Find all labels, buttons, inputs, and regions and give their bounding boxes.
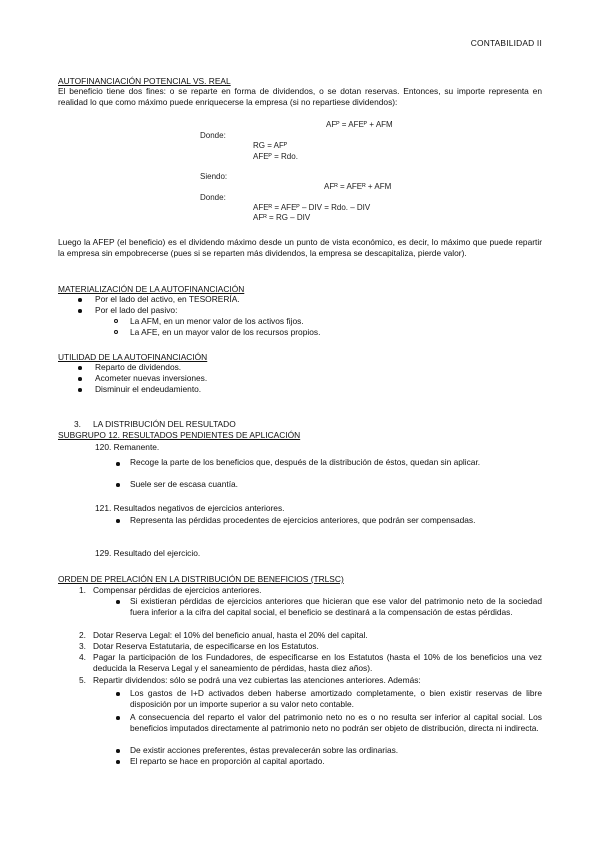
document-header: CONTABILIDAD II [470,38,542,48]
list-number: 1. [79,585,86,595]
bullet-icon [78,366,82,370]
section-title-utilidad: UTILIDAD DE LA AUTOFINANCIACIÓN [58,352,208,362]
paragraph-afep-conclusion: Luego la AFEP (el beneficio) es el dividendo máximo desde un punto de vista económico, es decir, lo máximo que puede repartir la empresa sin empobrecerse (pues si se reparten más dividendos, la empresa se descapitaliza, pierde valor). [58,237,542,258]
bullet-icon [116,716,120,720]
bullet-icon [116,600,120,604]
circle-bullet-icon [114,319,118,323]
ordered-item: Compensar pérdidas de ejercicios anteriores. [93,585,262,595]
list-number: 3. [79,641,86,651]
list-item: Suele ser de escasa cuantía. [130,479,239,489]
formula-af-potencial: AFᴾ = AFEᴾ + AFM [326,120,393,129]
bullet-icon [116,483,120,487]
list-item: A consecuencia del reparto el valor del patrimonio neto no es o no resulta ser inferior al capital social. Los beneficios imputados directamente al patrimonio neto no podrán ser objeto de distribución, directa ni indirecta. [130,712,542,733]
bullet-icon [116,519,120,523]
list-item: Por el lado del activo, en TESORERÍA. [95,294,240,304]
ordered-item: Repartir dividendos: sólo se podrá una vez cubiertas las atenciones anteriores. Además: [93,675,421,685]
ordered-item: Dotar Reserva Legal: el 10% del beneficio anual, hasta el 20% del capital. [93,630,368,640]
list-number: 2. [79,630,86,640]
bullet-icon [116,760,120,764]
label-donde-1: Donde: [200,131,226,140]
list-item: Por el lado del pasivo: [95,305,178,315]
circle-bullet-icon [114,330,118,334]
list-item: Reparto de dividendos. [95,362,182,372]
account-121: 121. Resultados negativos de ejercicios anteriores. [95,503,285,513]
section-title-distribucion: LA DISTRIBUCIÓN DEL RESULTADO [93,419,236,429]
label-donde-2: Donde: [200,193,226,202]
bullet-icon [78,298,82,302]
formula-rg: RG = AFᴾ [253,141,288,150]
list-number: 5. [79,675,86,685]
list-item: Representa las pérdidas procedentes de ejercicios anteriores, que podrán ser compensadas. [130,515,476,525]
list-item: Si existieran pérdidas de ejercicios anteriores que hicieran que ese valor del patrimonio neto de la sociedad fuera inferior a la cifra del capital social, el beneficio se destinará a la compensación de estas pérdidas. [130,596,542,617]
paragraph-autofin-intro: El beneficio tiene dos fines: o se reparte en forma de dividendos, o se dotan reservas. Entonces, su importe representa en realidad lo que como máximo puede enriquecerse la empresa (si no repartiese dividendos): [58,86,542,107]
list-item: El reparto se hace en proporción al capital aportado. [130,756,325,766]
ordered-item: Pagar la participación de los Fundadores, de especificarse en los Estatutos (hasta el 10% de los beneficios una vez deducida la Reserva Legal y el saneamiento de pérdidas, hasta diez años). [93,652,542,673]
list-item: De existir acciones preferentes, éstas prevalecerán sobre las ordinarias. [130,745,399,755]
formula-afe-real: AFEᴿ = AFEᴾ – DIV = Rdo. – DIV [253,203,371,212]
section-number: 3. [74,419,81,429]
list-subitem: La AFM, en un menor valor de los activos fijos. [130,316,304,326]
bullet-icon [78,309,82,313]
account-129: 129. Resultado del ejercicio. [95,548,201,558]
bullet-icon [116,749,120,753]
section-title-materializacion: MATERIALIZACIÓN DE LA AUTOFINANCIACIÓN [58,284,245,294]
bullet-icon [116,692,120,696]
label-siendo: Siendo: [200,172,228,181]
formula-af-real: AFᴿ = AFEᴿ + AFM [324,182,392,191]
section-title-orden: ORDEN DE PRELACIÓN EN LA DISTRIBUCIÓN DE BENEFICIOS (TRLSC) [58,574,344,584]
formula-afe-potencial: AFEᴾ = Rdo. [253,152,298,161]
ordered-item: Dotar Reserva Estatutaria, de especificarse en los Estatutos. [93,641,319,651]
bullet-icon [116,462,120,466]
list-number: 4. [79,652,86,662]
bullet-icon [78,388,82,392]
list-item: Los gastos de I+D activados deben haberse amortizado completamente, o bien existir reservas de libre disposición por un importe superior a su valor neto contable. [130,688,542,709]
list-item: Disminuir el endeudamiento. [95,384,202,394]
section-title-autofinanciacion: AUTOFINANCIACIÓN POTENCIAL VS. REAL [58,76,231,86]
list-item: Acometer nuevas inversiones. [95,373,208,383]
account-120: 120. Remanente. [95,442,160,452]
formula-rg-real: AFᴿ = RG – DIV [253,213,311,222]
list-subitem: La AFE, en un mayor valor de los recursos propios. [130,327,321,337]
list-item: Recoge la parte de los beneficios que, después de la distribución de éstos, quedan sin aplicar. [130,457,481,467]
subgroup-title: SUBGRUPO 12. RESULTADOS PENDIENTES DE APLICACIÓN [58,430,301,440]
bullet-icon [78,377,82,381]
